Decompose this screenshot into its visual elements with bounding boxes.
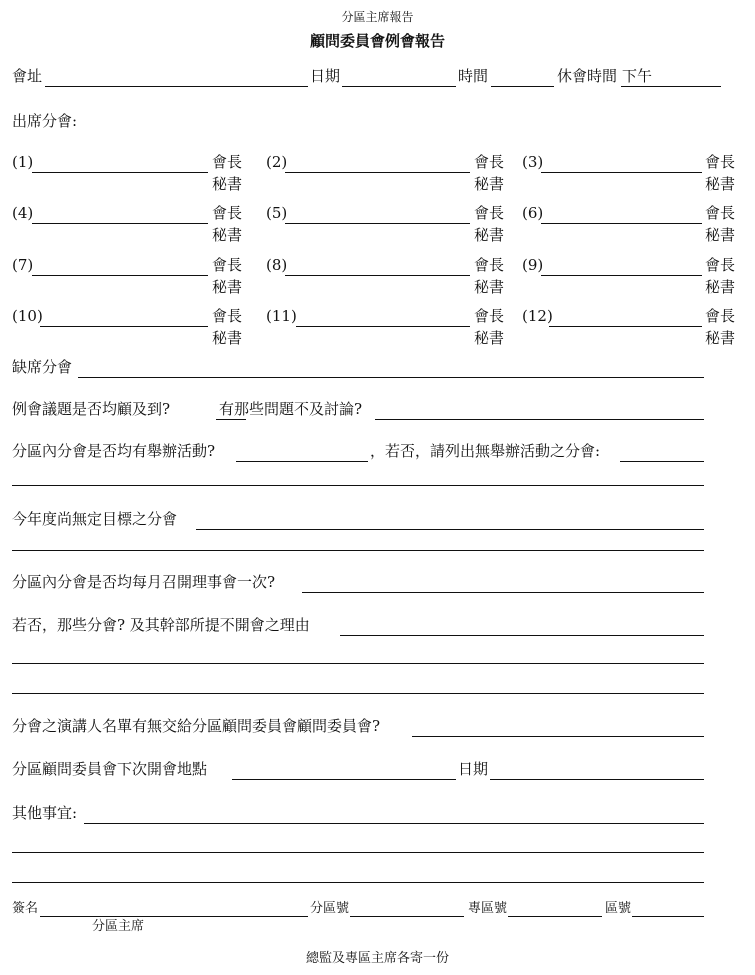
club-name-field[interactable] [549,326,702,327]
secretary-label: 秘書 [212,278,243,296]
agenda-followup-field[interactable] [375,419,704,420]
club-name-field[interactable] [296,326,470,327]
region-number-field[interactable] [632,916,704,917]
absent-field[interactable] [78,377,704,378]
next-meeting-label: 分區顧問委員會下次開會地點 [12,760,208,778]
activities-extra-line[interactable] [12,485,704,486]
secretary-label: 秘書 [212,175,243,193]
president-label: 會長 [705,153,736,171]
president-label: 會長 [212,204,243,222]
club-name-field[interactable] [541,223,702,224]
secretary-label: 秘書 [705,175,736,193]
club-number: (1) [12,153,34,171]
club-number: (9) [522,256,544,274]
secretary-label: 秘書 [705,278,736,296]
district-number-label: 專區號 [468,901,508,916]
no-goal-extra-line[interactable] [12,550,704,551]
reasons-question: 若否，那些分會? 及其幹部所提不開會之理由 [12,616,310,634]
club-number: (3) [522,153,544,171]
agenda-question: 例會議題是否均顧及到? [12,400,171,418]
club-name-field[interactable] [541,275,702,276]
date-field[interactable] [342,86,456,87]
activities-answer-field[interactable] [236,461,368,462]
president-label: 會長 [474,153,505,171]
club-number: (12) [522,307,553,325]
form-title: 顧問委員會例會報告 [309,32,445,50]
signature-caption: 分區主席 [92,919,145,934]
secretary-label: 秘書 [212,226,243,244]
club-number: (7) [12,256,34,274]
other-matters-extra-line[interactable] [12,882,704,883]
next-date-label: 日期 [458,760,489,778]
speakers-question: 分會之演講人名單有無交給分區顧問委員會顧問委員會? [12,717,381,735]
club-number: (4) [12,204,34,222]
no-goal-field[interactable] [196,529,704,530]
signature-field[interactable] [40,916,308,917]
division-number-field[interactable] [350,916,464,917]
other-matters-extra-line[interactable] [12,852,704,853]
club-number: (2) [266,153,288,171]
club-number: (10) [12,307,43,325]
secretary-label: 秘書 [474,175,505,193]
venue-label: 會址 [12,67,43,85]
president-label: 會長 [705,256,736,274]
club-name-field[interactable] [285,223,470,224]
adjourn-field[interactable] [621,86,721,87]
president-label: 會長 [705,204,736,222]
reasons-field[interactable] [340,635,704,636]
monthly-board-field[interactable] [302,592,704,593]
president-label: 會長 [474,204,505,222]
reasons-extra-line[interactable] [12,663,704,664]
secretary-label: 秘書 [474,278,505,296]
secretary-label: 秘書 [474,226,505,244]
club-name-field[interactable] [32,172,208,173]
secretary-label: 秘書 [705,329,736,347]
form-subtitle: 分區主席報告 [341,10,414,24]
date-label: 日期 [310,67,341,85]
secretary-label: 秘書 [212,329,243,347]
activities-followup-question: ，若否，請列出無舉辦活動之分會: [370,442,601,460]
president-label: 會長 [212,256,243,274]
other-matters-label: 其他事宜: [12,804,78,822]
club-number: (11) [266,307,297,325]
president-label: 會長 [705,307,736,325]
attendance-label: 出席分會: [12,112,78,130]
club-name-field[interactable] [40,326,208,327]
district-number-field[interactable] [508,916,602,917]
other-matters-field[interactable] [84,823,704,824]
time-label: 時間 [458,67,489,85]
venue-field[interactable] [45,86,308,87]
club-name-field[interactable] [285,275,470,276]
club-name-field[interactable] [32,275,208,276]
adjourn-label: 休會時間 [557,67,618,85]
absent-label: 缺席分會 [12,358,73,376]
adjourn-value: 下午 [622,67,653,85]
secretary-label: 秘書 [705,226,736,244]
club-number: (5) [266,204,288,222]
no-goal-question: 今年度尚無定目標之分會 [12,510,178,528]
next-date-field[interactable] [490,779,704,780]
next-meeting-place-field[interactable] [232,779,456,780]
signature-label: 簽名 [12,901,39,916]
region-number-label: 區號 [605,901,632,916]
president-label: 會長 [474,307,505,325]
president-label: 會長 [212,153,243,171]
activities-followup-field[interactable] [620,461,704,462]
club-number: (8) [266,256,288,274]
activities-question: 分區內分會是否均有舉辦活動? [12,442,216,460]
division-number-label: 分區號 [310,901,350,916]
agenda-answer-field[interactable] [216,419,246,420]
agenda-followup-question: 有那些問題不及討論? [219,400,363,418]
club-name-field[interactable] [32,223,208,224]
speakers-field[interactable] [412,736,704,737]
footer-note: 總監及專區主席各寄一份 [305,951,449,966]
club-number: (6) [522,204,544,222]
president-label: 會長 [212,307,243,325]
president-label: 會長 [474,256,505,274]
secretary-label: 秘書 [474,329,505,347]
monthly-board-question: 分區內分會是否均每月召開理事會一次? [12,573,276,591]
time-field[interactable] [491,86,554,87]
club-name-field[interactable] [285,172,470,173]
club-name-field[interactable] [541,172,702,173]
reasons-extra-line[interactable] [12,693,704,694]
